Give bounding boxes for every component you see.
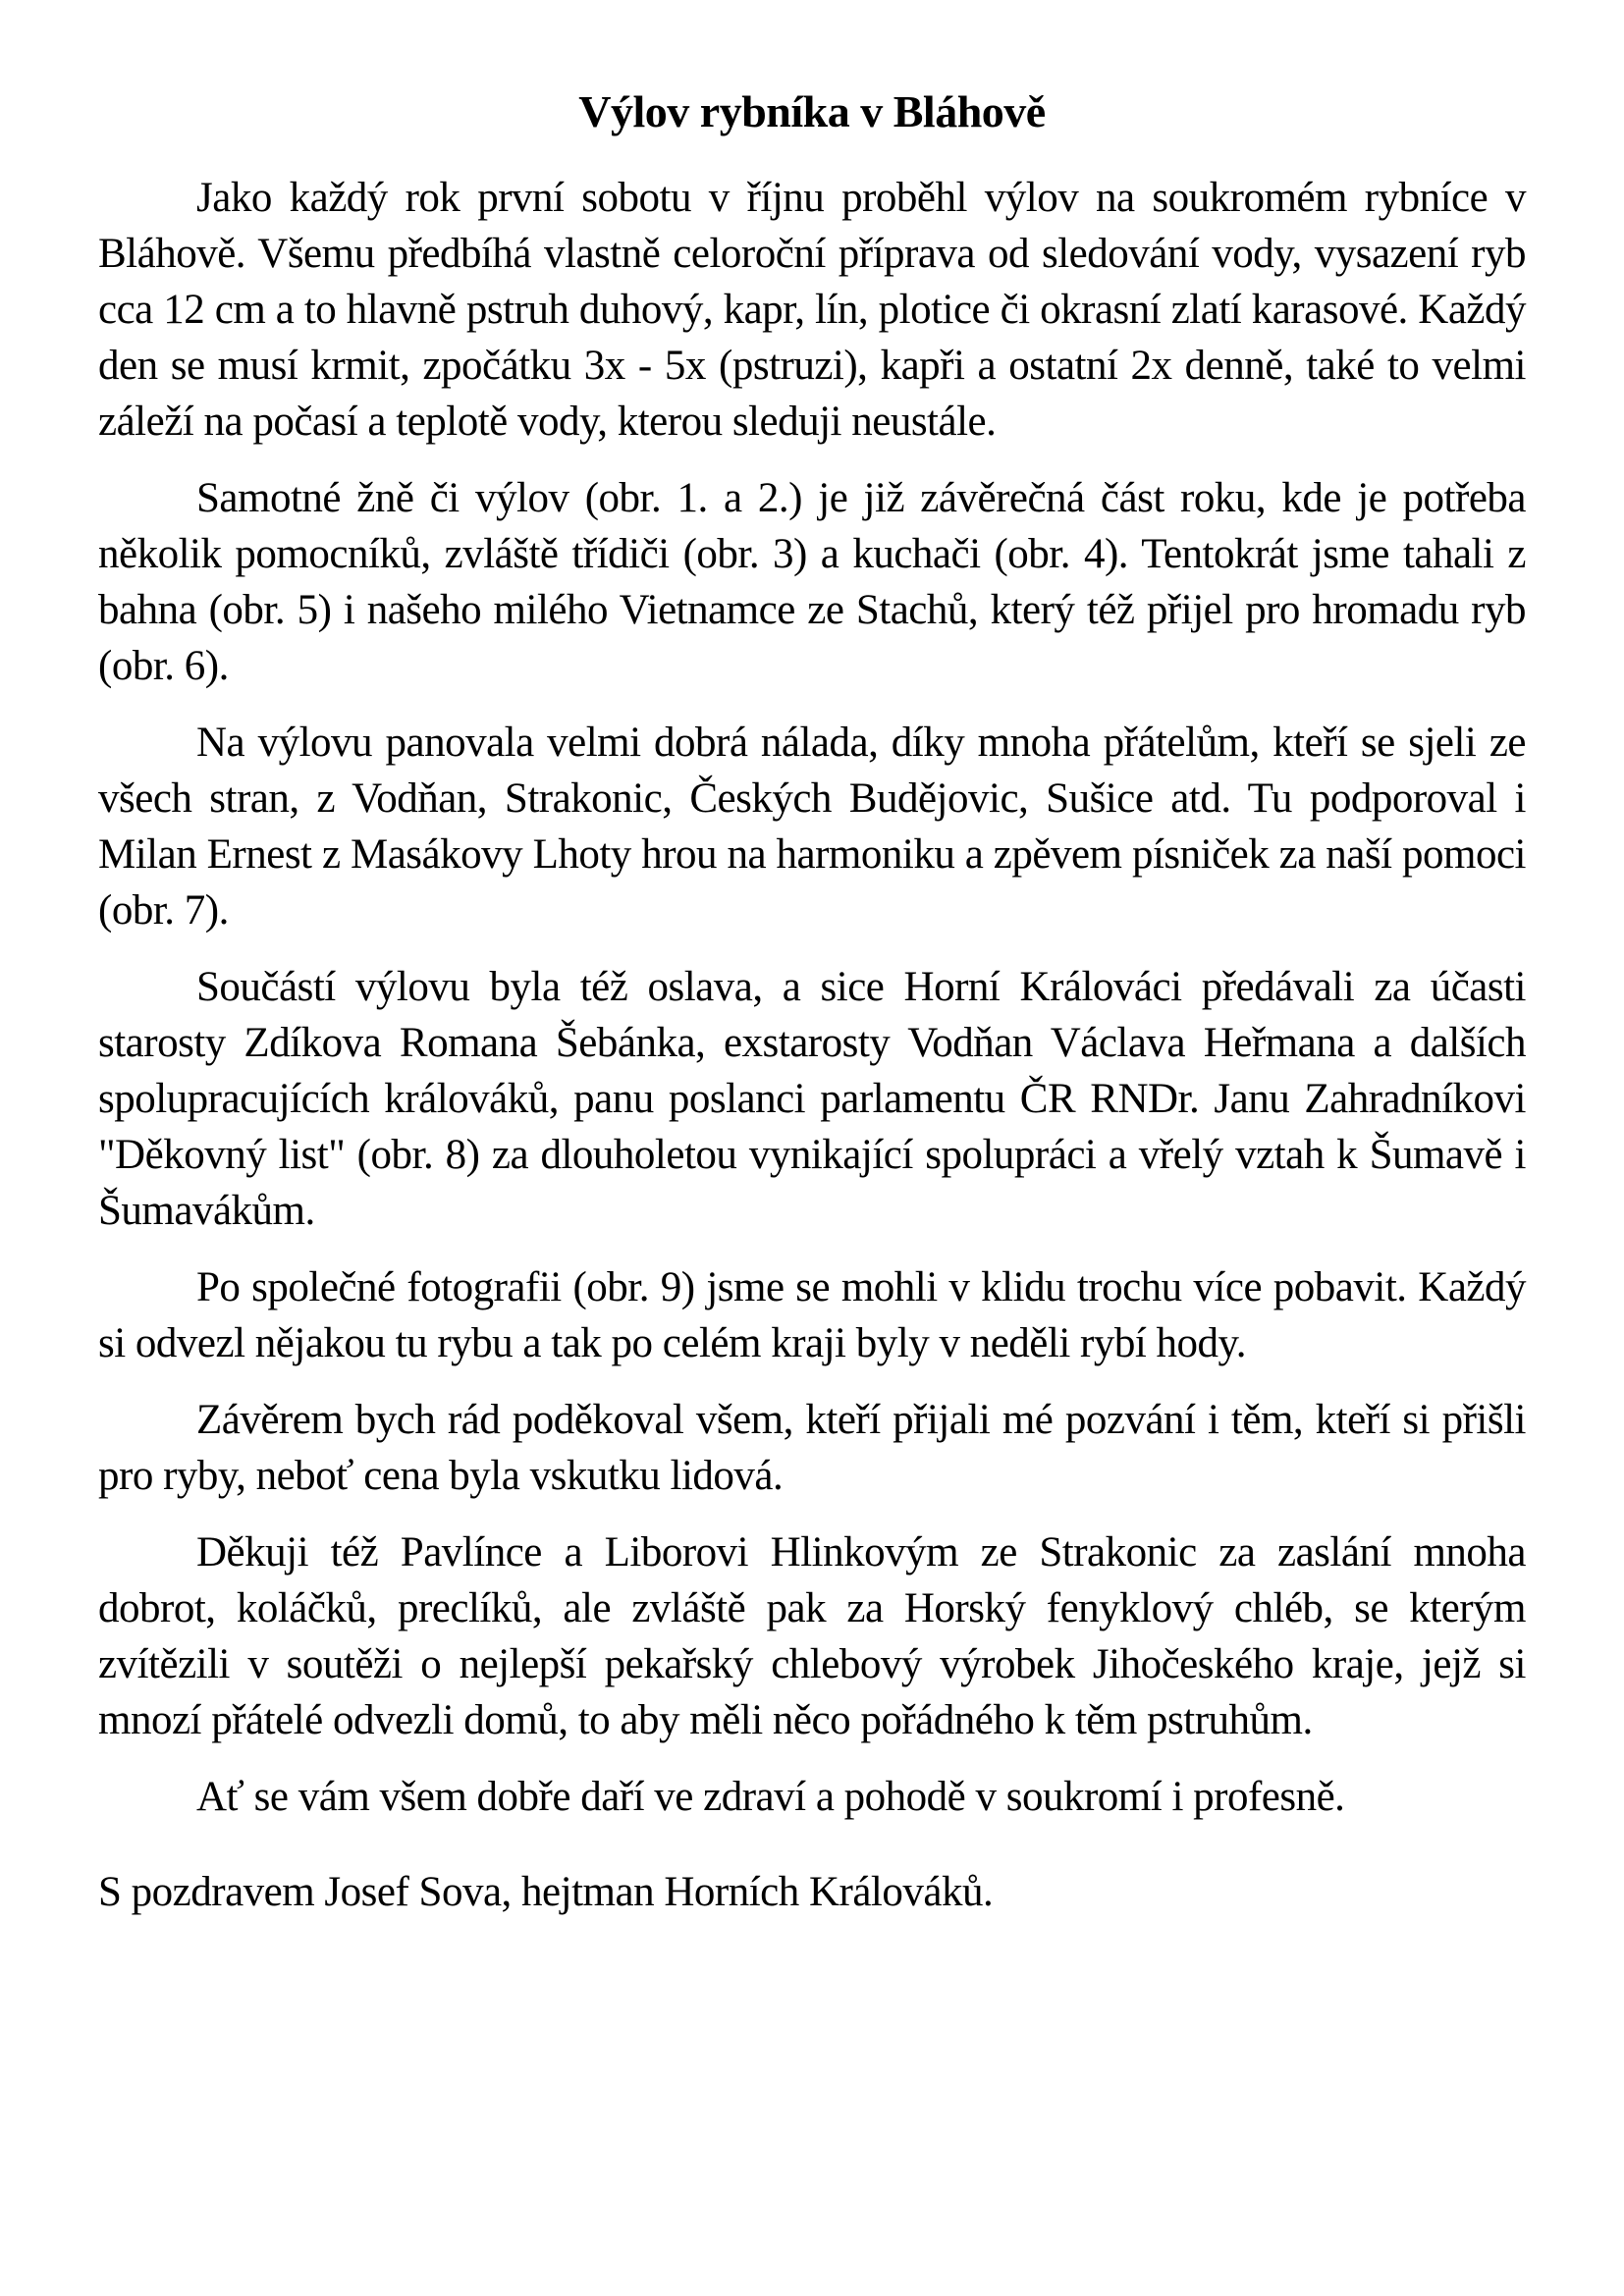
signature-line: S pozdravem Josef Sova, hejtman Horních Králováků. bbox=[98, 1868, 994, 1915]
paragraph-2: Samotné žně či výlov (obr. 1. a 2.) je již závěrečná část roku, kde je potřeba několik pomocníků, zvláště třídiči (obr. 3) a kuchači (obr. 4). Tentokrát jsme tahali z bahna (obr. 5) i našeho milého Vietnamce ze Stachů, který též přijel pro hromadu ryb (obr. 6). bbox=[98, 474, 1526, 689]
paragraph-6: Závěrem bych rád poděkoval všem, kteří přijali mé pozvání i těm, kteří si přišli pro ryby, neboť cena byla vskutku lidová. bbox=[98, 1396, 1526, 1499]
paragraph-4: Součástí výlovu byla též oslava, a sice Horní Králováci předávali za účasti starosty Zdíkova Romana Šebánka, exstarosty Vodňan Václava Heřmana a dalších spolupracujících králováků, panu poslanci parlamentu ČR RNDr. Janu Zahradníkovi "Děkovný list" (obr. 8) za dlouholetou vynikající spolupráci a vřelý vztah k Šumavě i Šumavákům. bbox=[98, 963, 1526, 1234]
paragraph-5: Po společné fotografii (obr. 9) jsme se mohli v klidu trochu více pobavit. Každý si odvezl nějakou tu rybu a tak po celém kraji byly v neděli rybí hody. bbox=[98, 1263, 1526, 1366]
paragraph-1: Jako každý rok první sobotu v říjnu proběhl výlov na soukromém rybníce v Bláhově. Všemu předbíhá vlastně celoroční příprava od sledování vody, vysazení ryb cca 12 cm a to hlavně pstruh duhový, kapr, lín, plotice či okrasní zlatí karasové. Každý den se musí krmit, zpočátku 3x - 5x (pstruzi), kapři a ostatní 2x denně, také to velmi záleží na počasí a teplotě vody, kterou sleduji neustále. bbox=[98, 174, 1526, 445]
paragraph-8: Ať se vám všem dobře daří ve zdraví a pohodě v soukromí i profesně. bbox=[196, 1773, 1345, 1820]
paragraph-3: Na výlovu panovala velmi dobrá nálada, díky mnoha přátelům, kteří se sjeli ze všech stran, z Vodňan, Strakonic, Českých Budějovic, Sušice atd. Tu podporoval i Milan Ernest z Masákovy Lhoty hrou na harmoniku a zpěvem písniček za naší pomoci (obr. 7). bbox=[98, 719, 1526, 934]
paragraph-7: Děkuji též Pavlínce a Liborovi Hlinkovým ze Strakonic za zaslání mnoha dobrot, koláčků, preclíků, ale zvláště pak za Horský fenyklový chléb, se kterým zvítězili v soutěži o nejlepší pekařský chlebový výrobek Jihočeského kraje, jejž si mnozí přátelé odvezli domů, to aby měli něco pořádného k těm pstruhům. bbox=[98, 1528, 1526, 1743]
page-title: Výlov rybníka v Bláhově bbox=[578, 86, 1046, 136]
